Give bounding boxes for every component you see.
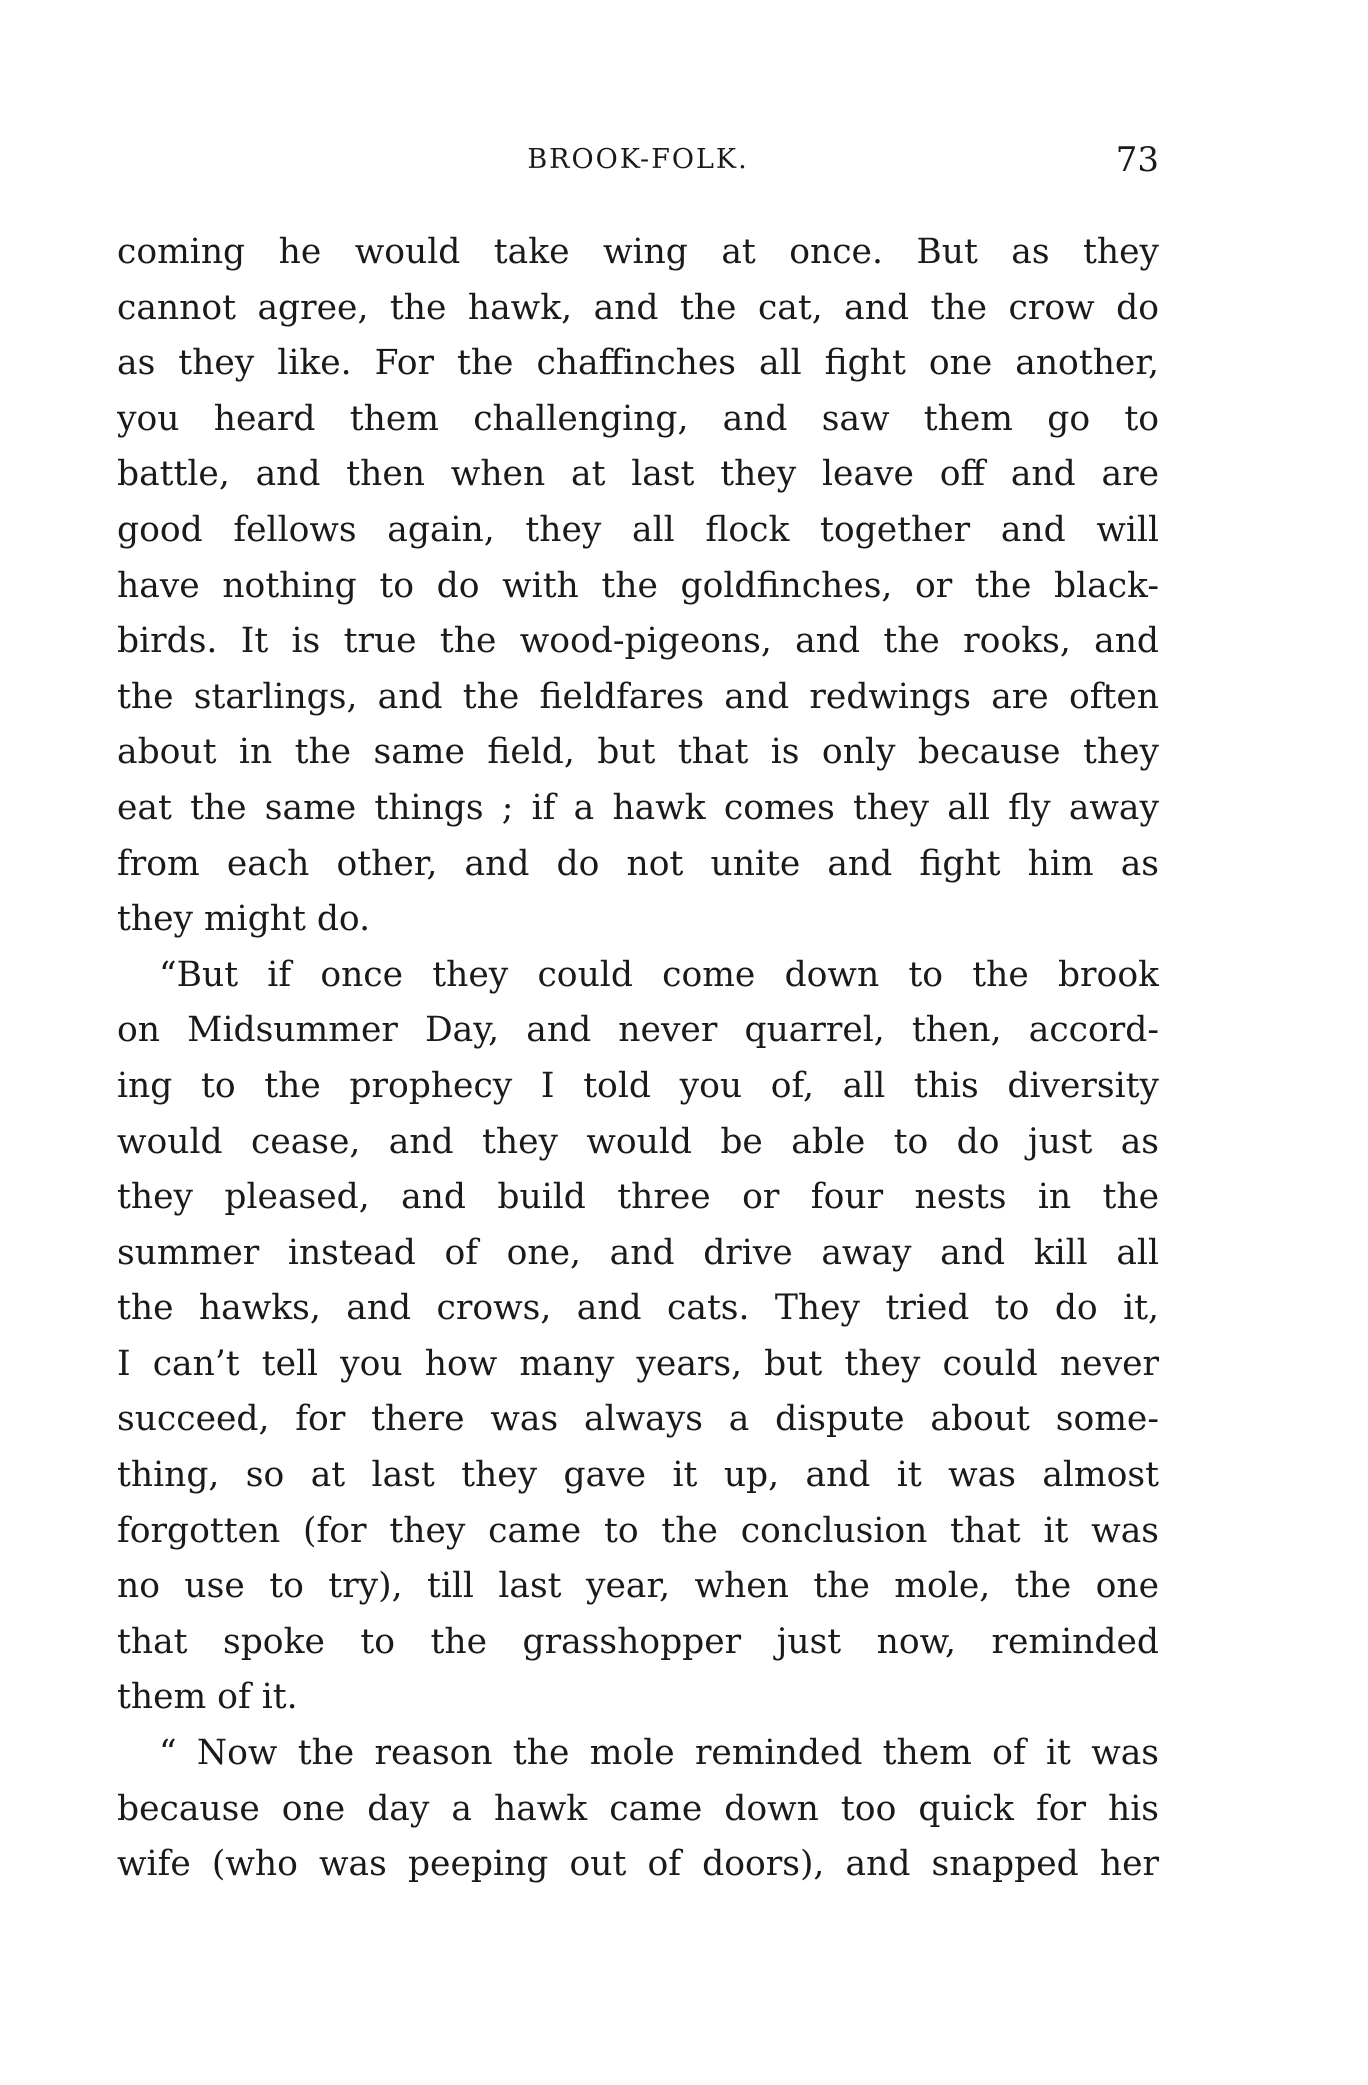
- text-line: no use to try), till last year, when the mole, the one: [117, 1566, 1159, 1607]
- body-text: [117, 225, 1159, 1893]
- text-line: birds. It is true the wood-pigeons, and the rooks, and: [117, 621, 1159, 662]
- text-line: I can’t tell you how many years, but they could never: [117, 1343, 1159, 1384]
- text-line: thing, so at last they gave it up, and it was almost: [117, 1455, 1159, 1496]
- text-line: because one day a hawk came down too quick for his: [117, 1788, 1159, 1829]
- text-line: would cease, and they would be able to do just as: [117, 1121, 1159, 1162]
- text-line: forgotten (for they came to the conclusion that it was: [117, 1510, 1159, 1551]
- text-line: battle, and then when at last they leave off and are: [117, 454, 1159, 495]
- text-line: the starlings, and the fieldfares and redwings are often: [117, 676, 1159, 717]
- text-line: the hawks, and crows, and cats. They tried to do it,: [117, 1288, 1159, 1329]
- text-line: eat the same things ; if a hawk comes they all fly away: [117, 787, 1159, 828]
- text-line: ing to the prophecy I told you of, all this diversity: [117, 1065, 1159, 1106]
- text-line: have nothing to do with the goldfinches, or the black-: [117, 565, 1159, 606]
- text-line: good fellows again, they all flock together and will: [117, 509, 1159, 550]
- text-line: you heard them challenging, and saw them go to: [117, 398, 1159, 439]
- running-title: BROOK-FOLK.: [527, 144, 749, 175]
- paragraph-last-line: them of it.: [117, 1677, 298, 1718]
- paragraph-first-line: “But if once they could come down to the brook: [159, 954, 1159, 995]
- text-line: summer instead of one, and drive away and kill all: [117, 1232, 1159, 1273]
- text-line: on Midsummer Day, and never quarrel, then, accord-: [117, 1010, 1159, 1051]
- paragraph-first-line: “ Now the reason the mole reminded them of it was: [159, 1733, 1159, 1774]
- text-line: wife (who was peeping out of doors), and snapped her: [117, 1844, 1159, 1885]
- text-line: they pleased, and build three or four nests in the: [117, 1177, 1159, 1218]
- text-line: cannot agree, the hawk, and the cat, and the crow do: [117, 287, 1159, 328]
- page-number: 73: [1115, 140, 1159, 180]
- text-line: about in the same field, but that is only because they: [117, 732, 1159, 773]
- paragraph-last-line: they might do.: [117, 899, 371, 940]
- text-line: coming he would take wing at once. But as they: [117, 232, 1159, 272]
- text-line: succeed, for there was always a dispute about some-: [117, 1399, 1159, 1440]
- text-line: that spoke to the grasshopper just now, reminded: [117, 1621, 1159, 1662]
- text-line: as they like. For the chaffinches all fight one another,: [117, 343, 1159, 384]
- running-head: [117, 140, 1159, 186]
- text-line: from each other, and do not unite and fight him as: [117, 843, 1159, 884]
